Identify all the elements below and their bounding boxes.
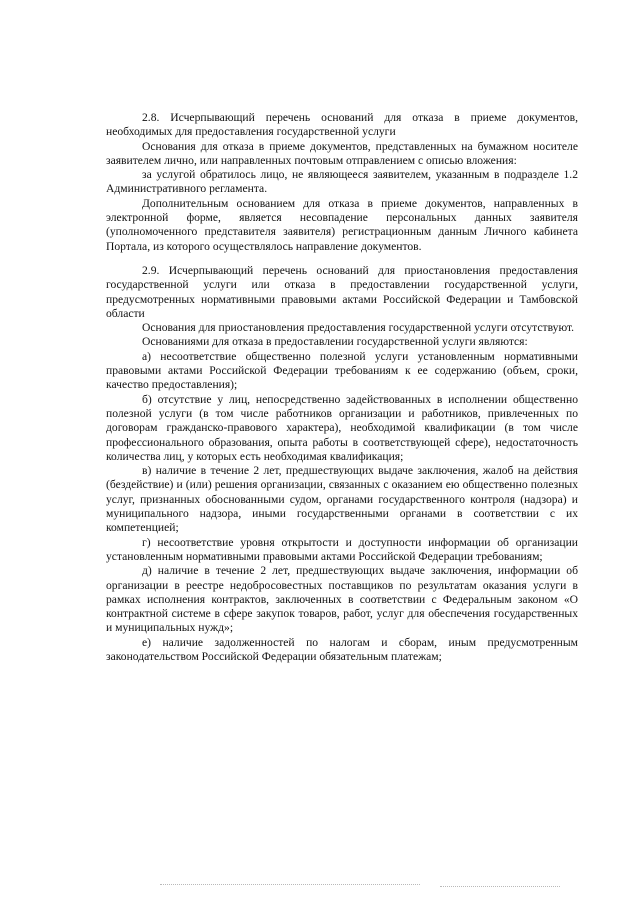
paragraph-suspension-grounds: Основания для приостановления предоставления государственной услуги отсутствуют. (142, 321, 575, 335)
list-item-e: е) наличие задолженностей по налогам и сборам, иным предусмотренным законодательством Российской Федерации обязательным платежам; (106, 635, 578, 663)
list-item-v: в) наличие в течение 2 лет, предшествующих выдаче заключения, жалоб на действия (бездействие) и (или) решения организации, связанных с оказанием ею общественно полезных услуг, признанных обоснованными судом, органами государственного контроля (надзора) и муниципального надзора, иными государственными органами в соответствии с их компетенцией; (106, 464, 578, 535)
paragraph-electronic-grounds: Дополнительным основанием для отказа в приеме документов, направленных в электронной форме, является несовпадение персональных данных заявителя (уполномоченного представителя заявителя) регистрационным данным Личного кабинета Портала, из которого осуществлялось направление документов. (106, 196, 578, 253)
list-item-b: б) отсутствие у лиц, непосредственно задействованных в исполнении общественно полезной услуги (в том числе работников организации и работников, привлеченных по договорам гражданско-правового характера), необходимой квалификации (в том числе профессионального образования, опыта работы в соответствующей сфере), недостаточность количества лиц, у которых есть необходимая квалификация; (106, 392, 578, 463)
scan-artifact-line (160, 884, 420, 885)
list-item-a: а) несоответствие общественно полезной услуги установленным нормативными правовыми актами Российской Федерации требованиям к ее содержанию (объем, сроки, качество предоставления); (106, 349, 578, 392)
paragraph-not-applicant: за услугой обратилось лицо, не являющееся заявителем, указанным в подразделе 1.2 Административного регламента. (106, 168, 578, 196)
paragraph-refusal-intro: Основаниями для отказа в предоставлении государственной услуги являются: (142, 335, 528, 349)
section-2-9-heading: 2.9. Исчерпывающий перечень оснований для приостановления предоставления государственной услуги или отказа в предоставлении государственной услуги, предусмотренных нормативными правовыми актами Российской Федерации и Тамбовской области (106, 263, 578, 320)
section-2-8-heading: 2.8. Исчерпывающий перечень оснований для отказа в приеме документов, необходимых для предоставления государственной услуги (106, 111, 578, 139)
list-item-g: г) несоответствие уровня открытости и доступности информации об организации установленным нормативными правовыми актами Российской Федерации требованиям; (106, 535, 578, 563)
document-body (106, 111, 578, 664)
scan-artifact-line (440, 886, 560, 887)
paragraph-paper-grounds: Основания для отказа в приеме документов, представленных на бумажном носителе заявителем лично, или направленных почтовым отправлением с описью вложения: (106, 139, 578, 167)
list-item-d: д) наличие в течение 2 лет, предшествующих выдаче заключения, информации об организации в реестре недобросовестных поставщиков по результатам оказания услуги в рамках исполнения контрактов, заключенных в соответствии с Федеральным законом «О контрактной системе в сфере закупок товаров, работ, услуг для обеспечения государственных и муниципальных нужд»; (106, 564, 578, 635)
